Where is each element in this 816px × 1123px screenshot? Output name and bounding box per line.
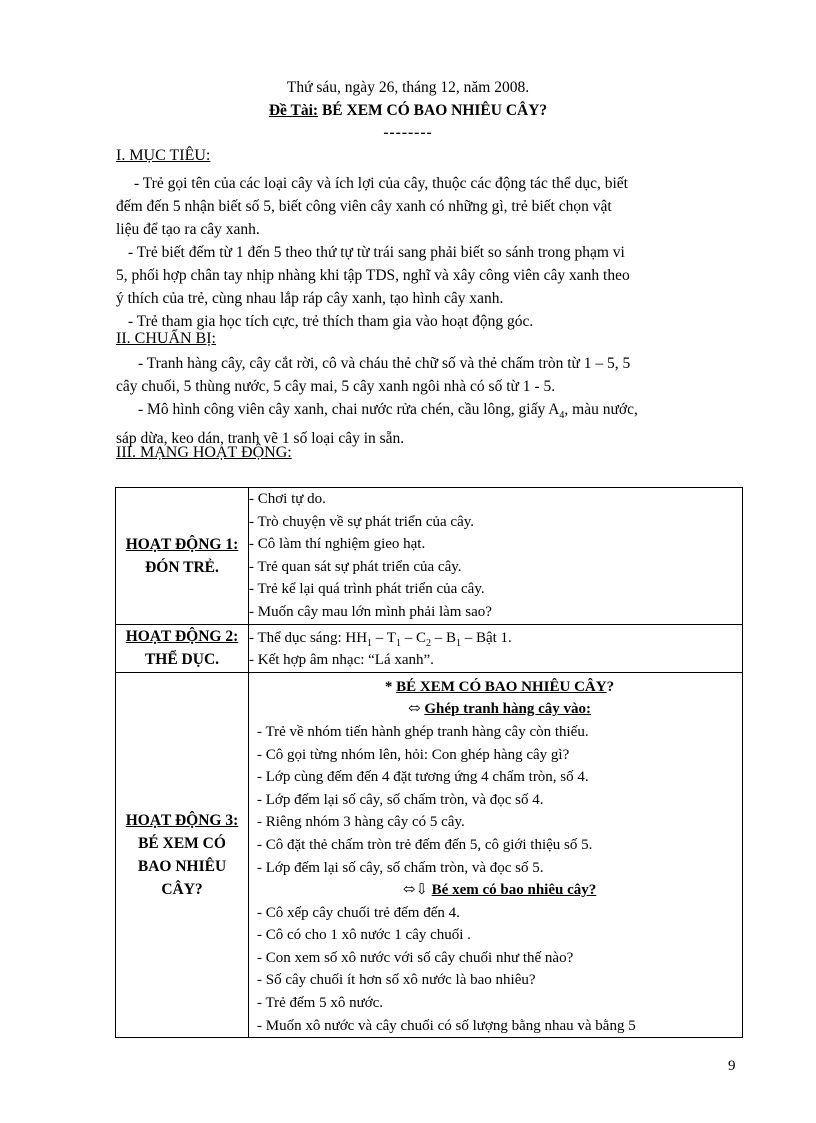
objectives-line: 5, phối hợp chân tay nhịp nhàng khi tập TDS, nghĩ và xây công viên cây xanh theo	[116, 267, 630, 284]
list-item: - Muốn cây mau lớn mình phải làm sao?	[249, 603, 492, 620]
arrow-icon: ⬄⇩	[402, 882, 432, 899]
list-item: - Cô đặt thẻ chấm tròn trẻ đếm đến 5, cô giới thiệu số 5.	[257, 836, 593, 853]
list-item: - Lớp cùng đếm đến 4 đặt tương ứng 4 chấm tròn, số 4.	[257, 769, 589, 786]
list-item: - Cô làm thí nghiệm gieo hạt.	[249, 536, 426, 553]
activity-3-label: HOẠT ĐỘNG 3: BÉ XEM CÓ BAO NHIÊU CÂY?	[116, 672, 249, 1038]
activity-1-content	[249, 488, 743, 625]
preparation-line: cây chuối, 5 thùng nước, 5 cây mai, 5 cây xanh ngôi nhà có số từ 1 - 5.	[116, 378, 556, 395]
list-item: - Muốn xô nước và cây chuối có số lượng bằng nhau và bằng 5	[257, 1017, 636, 1034]
activity-row-3	[116, 672, 743, 1038]
list-item: - Số cây chuối ít hơn số xô nước là bao nhiêu?	[257, 972, 536, 989]
date-line: Thứ sáu, ngày 26, tháng 12, năm 2008.	[286, 79, 530, 96]
objectives-line: đếm đến 5 nhận biết số 5, biết công viên cây xanh có những gì, trẻ biết chọn vật	[116, 198, 612, 215]
list-item: - Lớp đếm lại số cây, số chấm tròn, và đọc số 4.	[257, 791, 544, 808]
network-heading: III. MẠNG HOẠT ĐỘNG:	[116, 444, 292, 461]
arrow-icon: ⬄	[407, 701, 425, 718]
topic-text: BÉ XEM CÓ BAO NHIÊU CÂY?	[321, 102, 548, 119]
list-item: - Riêng nhóm 3 hàng cây có 5 cây.	[257, 814, 465, 831]
list-item: - Cô có cho 1 xô nước 1 cây chuối .	[257, 927, 471, 944]
objectives-line: ý thích của trẻ, cùng nhau lắp ráp cây xanh, tạo hình cây xanh.	[116, 290, 504, 307]
separator: --------	[383, 124, 433, 141]
list-item: - Trẻ đếm 5 xô nước.	[257, 995, 384, 1012]
list-item: - Thể dục sáng: $HH_1 - T_1 - C_2 - B_1$ – Bật 1.	[249, 629, 512, 649]
list-item: - Trẻ về nhóm tiến hành ghép tranh hàng cây còn thiếu.	[257, 723, 589, 740]
activity-2-label: HOẠT ĐỘNG 2: THỂ DỤC.	[116, 624, 249, 672]
list-item: - Trẻ kể lại quá trình phát triển của cây.	[249, 581, 485, 598]
list-item: - Chơi tự do.	[249, 491, 326, 507]
activities-table	[115, 487, 743, 1038]
objectives-line: liệu để tạo ra cây xanh.	[116, 221, 260, 238]
list-item: - Cô gọi từng nhóm lên, hỏi: Con ghép hàng cây gì?	[257, 746, 570, 763]
page-number: 9	[728, 1058, 736, 1074]
objectives-line: - Trẻ biết đếm từ 1 đến 5 theo thứ tự từ trái sang phải biết so sánh trong phạm vi	[128, 244, 625, 261]
list-item: - Trò chuyện về sự phát triển của cây.	[249, 513, 475, 530]
activity-row-2	[116, 624, 743, 672]
activity-1-label: HOẠT ĐỘNG 1: ĐÓN TRẺ.	[116, 488, 249, 625]
activity-3-title: * BÉ XEM CÓ BAO NHIÊU CÂY?	[384, 678, 615, 695]
preparation-line: - Mô hình công viên cây xanh, chai nước rửa chén, cầu lông, giấy $A_4$, màu nước,	[138, 401, 638, 422]
preparation-line: sáp dừa, keo dán, tranh vẽ 1 số loại cây in sẵn.	[116, 430, 405, 448]
objectives-line: - Trẻ tham gia học tích cực, trẻ thích tham gia vào hoạt động góc.	[128, 313, 534, 330]
activity-2-content	[249, 624, 743, 672]
list-item: - Trẻ quan sát sự phát triển của cây.	[249, 558, 462, 575]
topic-label: Đề Tài:	[268, 102, 319, 119]
activity-row-1	[116, 488, 743, 625]
list-item: - Lớp đếm lại số cây, số chấm tròn, và đọc số 5.	[257, 859, 544, 876]
preparation-line: - Tranh hàng cây, cây cắt rời, cô và cháu thẻ chữ số và thẻ chấm tròn từ 1 – 5, 5	[138, 355, 631, 372]
objectives-heading: I. MỤC TIÊU:	[116, 147, 211, 164]
list-item: - Kết hợp âm nhạc: “Lá xanh”.	[249, 652, 434, 669]
activity-3-content	[249, 672, 743, 1038]
objectives-line: - Trẻ gọi tên của các loại cây và ích lợi của cây, thuộc các động tác thể dục, biết	[134, 175, 628, 192]
preparation-heading: II. CHUẨN BỊ:	[116, 330, 216, 347]
preparation-text	[116, 352, 736, 450]
activity-3-subheading-2: ⬄⇩ Bé xem có bao nhiêu cây?	[402, 882, 597, 899]
activity-3-subheading-1: ⬄ Ghép tranh hàng cây vào:	[407, 701, 591, 718]
topic-title	[0, 102, 816, 120]
list-item: - Cô xếp cây chuối trẻ đếm đến 4.	[257, 904, 460, 921]
objectives-text	[116, 172, 736, 333]
list-item: - Con xem số xô nước với số cây chuối như thế nào?	[257, 949, 574, 966]
